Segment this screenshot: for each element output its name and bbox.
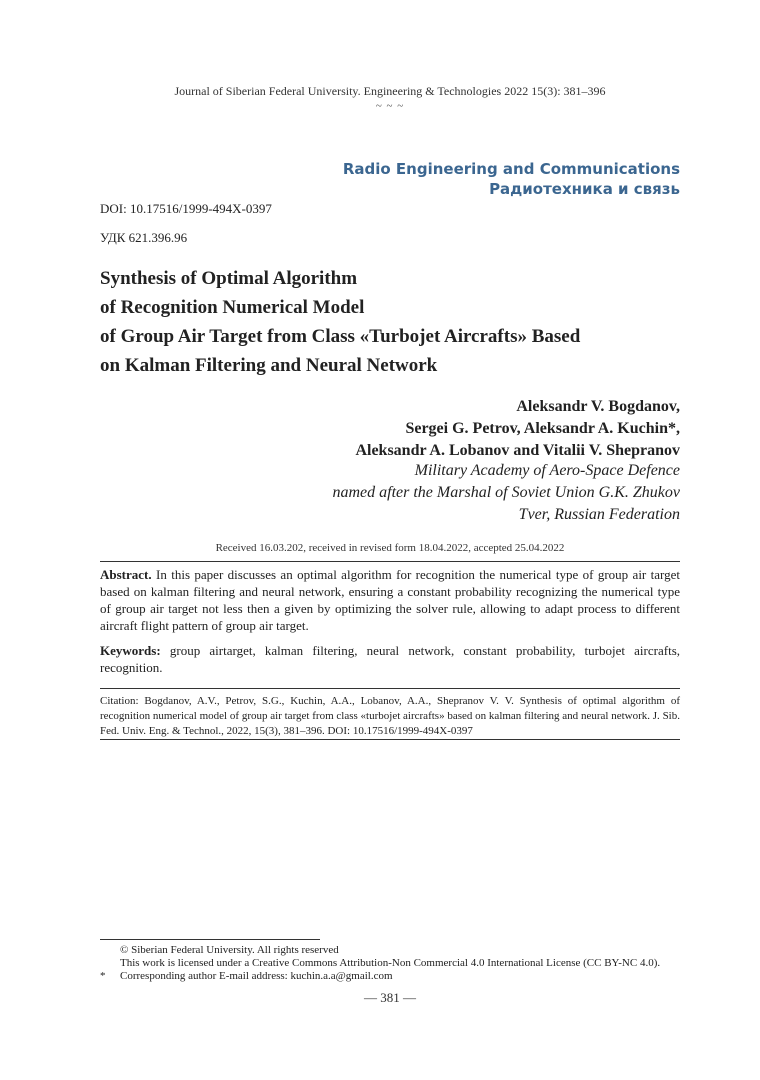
- affiliation-line: Tver, Russian Federation: [518, 506, 680, 523]
- section-title-ru: Радиотехника и связь: [489, 180, 680, 198]
- divider: [100, 739, 680, 740]
- divider: [100, 561, 680, 562]
- affiliation-line: named after the Marshal of Soviet Union G.K. Zhukov: [332, 484, 680, 501]
- page-number: — 381 —: [364, 990, 416, 1005]
- divider: [100, 688, 680, 689]
- author-line: Aleksandr A. Lobanov and Vitalii V. Shepranov: [355, 442, 680, 459]
- affiliation-line: Military Academy of Aero-Space Defence: [414, 462, 680, 479]
- received-dates: Received 16.03.202, received in revised form 18.04.2022, accepted 25.04.2022: [215, 542, 565, 554]
- abstract-label: Abstract.: [100, 567, 152, 582]
- footnote-mark: *: [100, 970, 106, 982]
- header-separator: ~ ~ ~: [375, 100, 405, 112]
- title-line: Synthesis of Optimal Algorithm: [100, 268, 358, 289]
- section-title-en: Radio Engineering and Communications: [342, 160, 680, 178]
- doi: DOI: 10.17516/1999-494X-0397: [100, 201, 272, 216]
- author-line: Sergei G. Petrov, Aleksandr A. Kuchin*,: [405, 420, 680, 437]
- journal-header: Journal of Siberian Federal University. Engineering & Technologies 2022 15(3): 381–396: [174, 84, 606, 98]
- keywords-label: Keywords:: [100, 643, 161, 658]
- license-note: This work is licensed under a Creative Commons Attribution-Non Commercial 4.0 International License (CC BY-NC 4.0).: [120, 957, 661, 969]
- keywords-text: group airtarget, kalman filtering, neural network, constant probability, turbojet aircrafts, recognition.: [100, 643, 680, 675]
- paper-title: [100, 264, 580, 380]
- abstract-text: In this paper discusses an optimal algorithm for recognition the numerical type of group air target based on kalman filtering and neural network, ensuring a constant probability recognizing the numerical type of group air target not less then a given by optimizing the solver rule, allowing to adapt process to different aircraft flight pattern of group air target.: [100, 567, 681, 633]
- affiliation: [332, 460, 680, 526]
- copyright-note: © Siberian Federal University. All rights reserved: [120, 944, 339, 956]
- author-line: Aleksandr V. Bogdanov,: [516, 398, 680, 415]
- title-line: of Recognition Numerical Model: [100, 297, 365, 318]
- corresponding-author-note: Corresponding author E-mail address: kuchin.a.a@gmail.com: [120, 970, 393, 982]
- title-line: on Kalman Filtering and Neural Network: [100, 355, 438, 376]
- footnote-divider: [100, 939, 320, 940]
- udk: УДК 621.396.96: [100, 230, 188, 245]
- citation: Citation: Bogdanov, A.V., Petrov, S.G., Kuchin, A.A., Lobanov, A.A., Shepranov V. V. Synthesis of optimal algorithm of recognition numerical model of group air target from class «turbojet aircrafts» based on kalman filtering and neural network. J. Sib. Fed. Univ. Eng. & Technol., 2022, 15(3), 381–396. DOI: 10.17516/1999-494X-0397: [100, 695, 680, 737]
- title-line: of Group Air Target from Class «Turbojet Aircrafts» Based: [100, 326, 581, 347]
- abstract: [100, 566, 680, 634]
- keywords: [100, 642, 680, 676]
- authors: [355, 396, 680, 462]
